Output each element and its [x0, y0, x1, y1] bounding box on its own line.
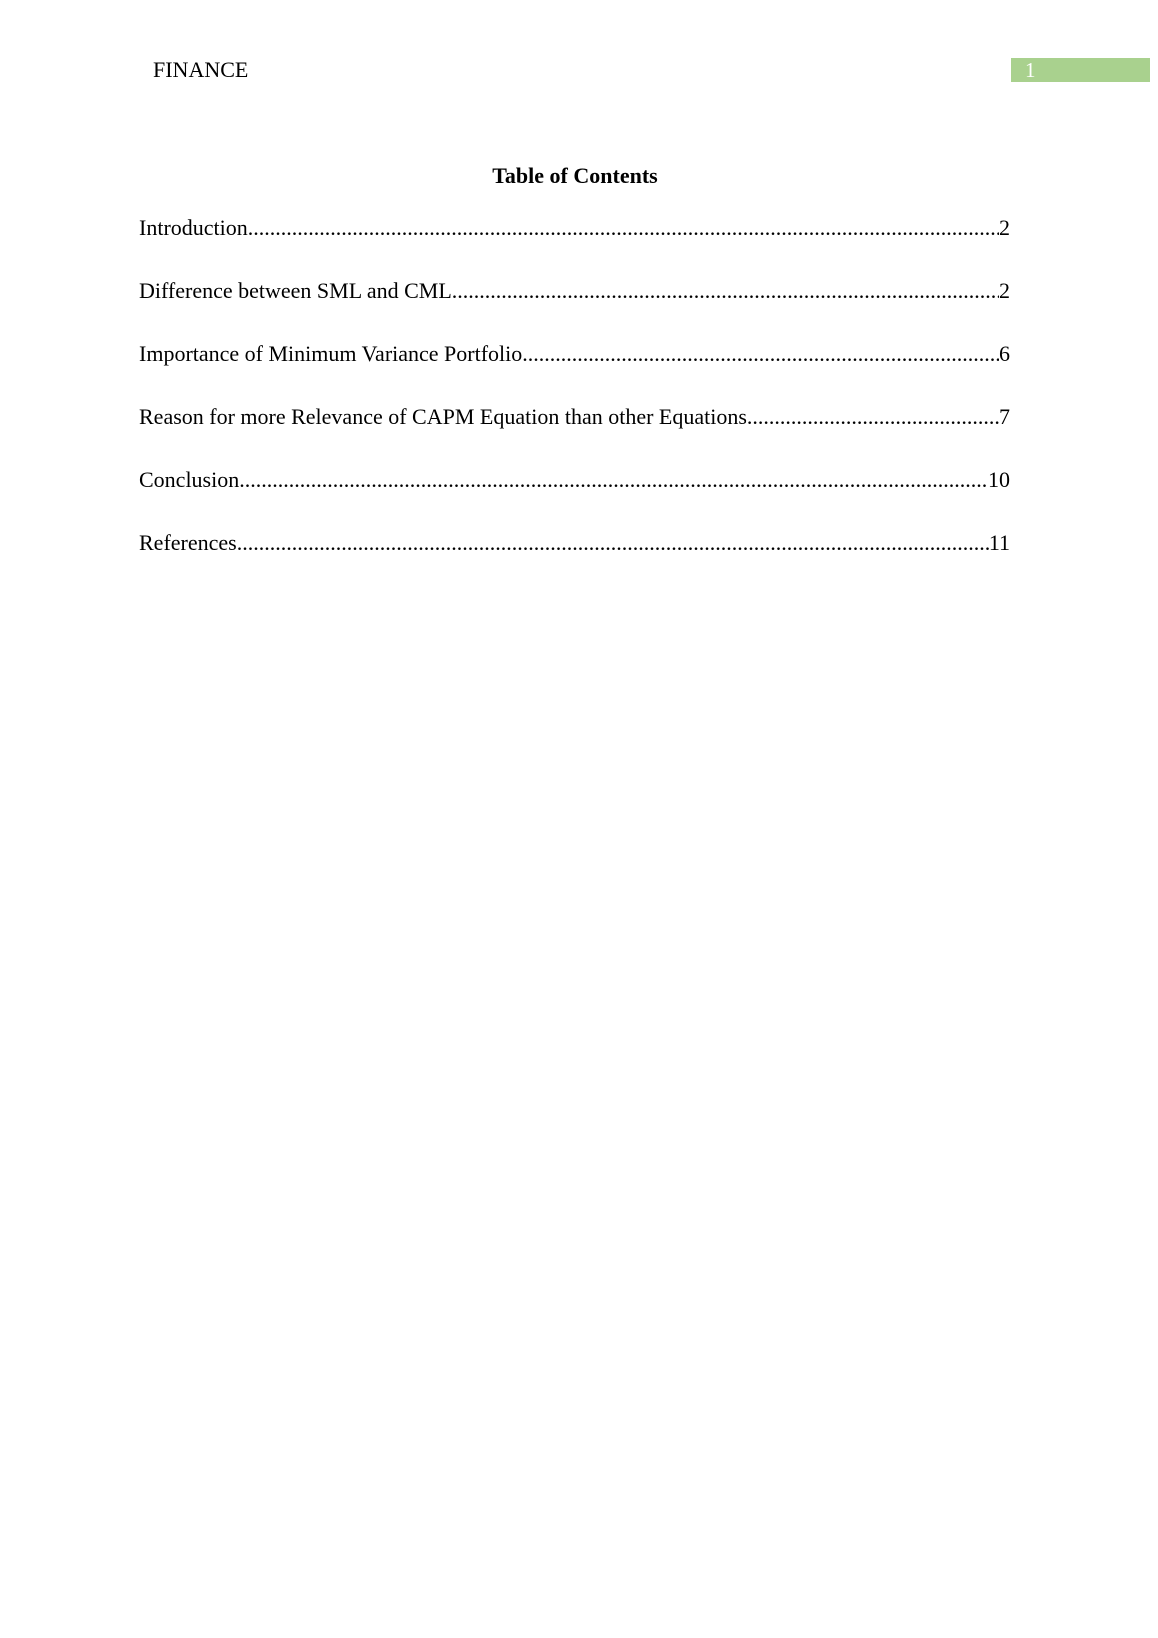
toc-entry-conclusion[interactable]	[139, 466, 1010, 529]
toc-entry-page: 7	[999, 404, 1010, 429]
toc-entry-introduction[interactable]	[139, 214, 1010, 277]
toc-entry-difference-sml-cml[interactable]	[139, 277, 1010, 340]
toc-entry-page: 10	[988, 467, 1010, 492]
toc-entry-text: Introduction	[139, 215, 248, 240]
toc-dot-leader	[522, 340, 999, 368]
page-number: 1	[1025, 58, 1036, 82]
toc-list	[139, 214, 1010, 592]
toc-entry-page: 2	[999, 215, 1010, 240]
toc-entry-page: 6	[999, 341, 1010, 366]
toc-entry-text: Reason for more Relevance of CAPM Equation than other Equations	[139, 404, 747, 429]
toc-entry-page: 11	[988, 530, 1010, 555]
toc-dot-leader	[237, 529, 989, 557]
toc-entry-references[interactable]	[139, 529, 1010, 592]
toc-dot-leader	[452, 277, 999, 305]
toc-heading: Table of Contents	[492, 163, 658, 188]
toc-entry-capm-relevance[interactable]	[139, 403, 1010, 466]
toc-dot-leader	[248, 214, 999, 242]
toc-entry-page: 2	[999, 278, 1010, 303]
toc-entry-text: Difference between SML and CML	[139, 278, 452, 303]
toc-entry-text: Importance of Minimum Variance Portfolio	[139, 341, 523, 366]
toc-entry-minimum-variance[interactable]	[139, 340, 1010, 403]
header-title: FINANCE	[153, 57, 249, 82]
toc-dot-leader	[747, 403, 999, 431]
toc-entry-text: References	[139, 530, 237, 555]
page-number-badge	[1011, 58, 1150, 82]
toc-dot-leader	[239, 466, 988, 494]
toc-entry-text: Conclusion	[139, 467, 240, 492]
